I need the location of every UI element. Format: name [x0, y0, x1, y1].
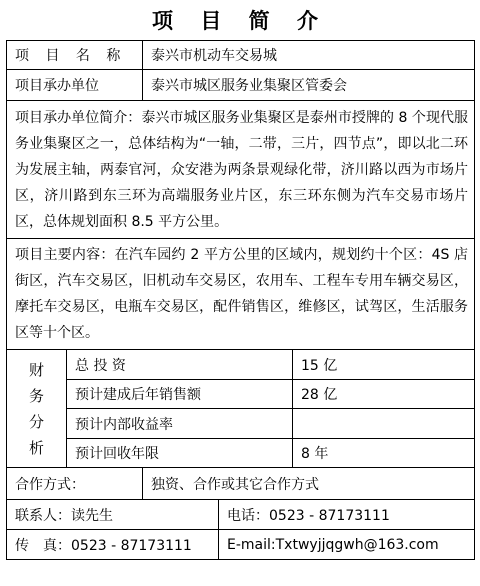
- finance-row: [7, 380, 475, 409]
- main-content-text: 项目主要内容：在汽车园约 2 平方公里的区域内，规划约十个区：4S 店街区，汽车交易区，旧机动车交易区，农用车、工程车专用车辆交易区，摩托车交易区，电瓶车交易区，配件销售区，维修区，试驾区，生活服务区等十个区。: [7, 239, 475, 350]
- project-summary-table: [6, 40, 475, 560]
- finance-item-value: 8 年: [293, 439, 475, 468]
- project-unit-value: 泰兴市城区服务业集聚区管委会: [143, 70, 475, 101]
- contact-email: E-mail:Txtwyjjqgwh@163.com: [219, 530, 475, 560]
- project-name-label: 项 目 名 称: [7, 41, 143, 70]
- contact-row: [7, 530, 475, 560]
- project-name-row: [7, 41, 475, 70]
- contact-row: [7, 500, 475, 530]
- finance-item-value: [293, 409, 475, 439]
- project-unit-label: 项目承办单位: [7, 70, 143, 101]
- finance-item-label: 预计内部收益率: [67, 409, 293, 439]
- finance-analysis-label: 财 务 分 析: [7, 350, 67, 468]
- project-unit-row: [7, 70, 475, 101]
- finance-row: [7, 350, 475, 380]
- document-title: 项 目 简 介: [152, 8, 328, 33]
- unit-intro-row: [7, 101, 475, 239]
- contact-fax: 传 真：0523 - 87173111: [7, 530, 219, 560]
- finance-item-label: 预计回收年限: [67, 439, 293, 468]
- contact-phone: 电话：0523 - 87173111: [219, 500, 475, 530]
- cooperation-label: 合作方式：: [7, 468, 143, 500]
- finance-item-value: 28 亿: [293, 380, 475, 409]
- contact-person: 联系人：读先生: [7, 500, 219, 530]
- finance-item-label: 预计建成后年销售额: [67, 380, 293, 409]
- finance-item-label: 总 投 资: [67, 350, 293, 380]
- finance-item-value: 15 亿: [293, 350, 475, 380]
- finance-row: [7, 439, 475, 468]
- finance-row: [7, 409, 475, 439]
- project-name-value: 泰兴市机动车交易城: [143, 41, 475, 70]
- cooperation-row: [7, 468, 475, 500]
- unit-intro-text: 项目承办单位简介：泰兴市城区服务业集聚区是泰州市授牌的 8 个现代服务业集聚区之一，总体结构为“一轴，二带，三片，四节点”，即以北二环为发展主轴，两泰官河，众安港为两条景观绿化带，济川路以西为市场片区，济川路到东三环为高端服务业片区，东三环东侧为汽车交易市场片区，总体规划面积 8.5 平方公里。: [7, 101, 475, 239]
- main-content-row: [7, 239, 475, 350]
- cooperation-value: 独资、合作或其它合作方式: [143, 468, 475, 500]
